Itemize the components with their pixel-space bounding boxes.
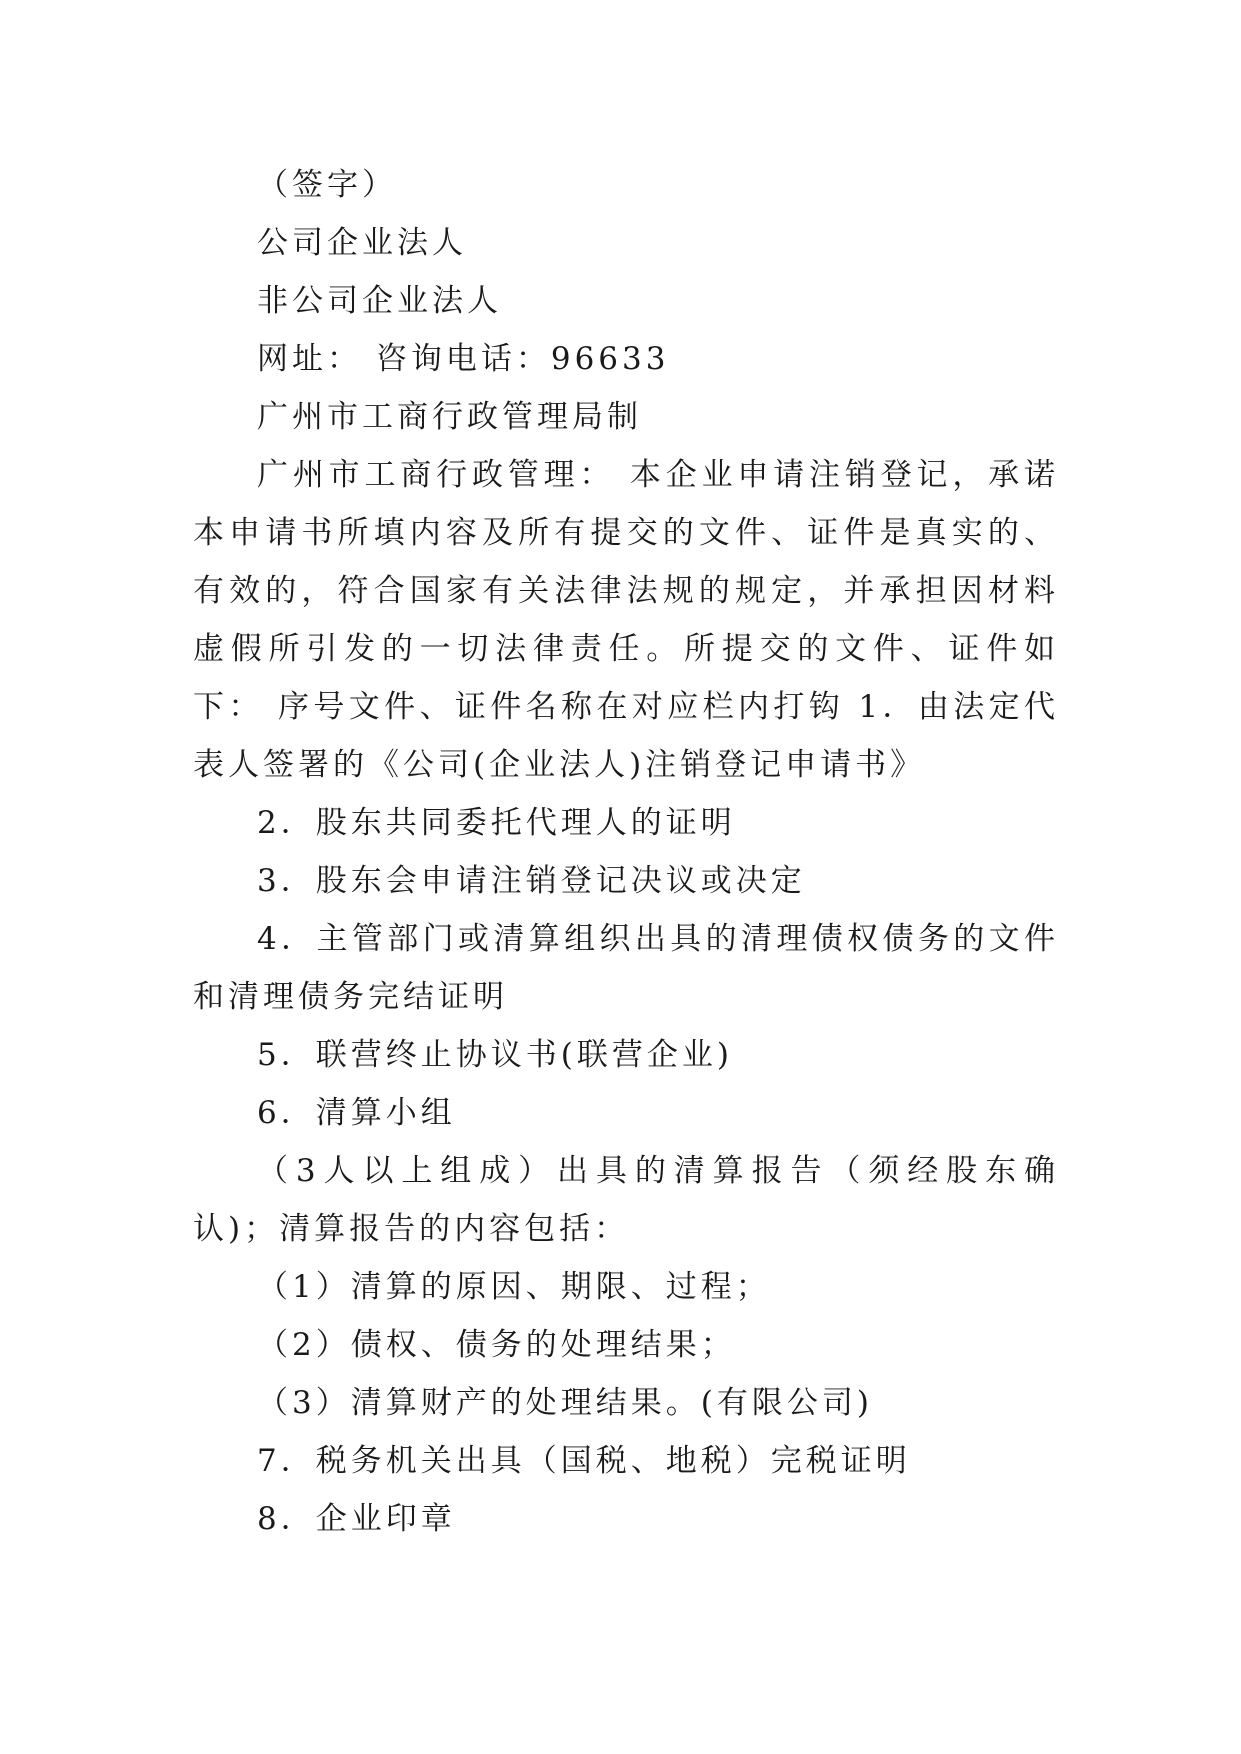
list-item-5: 5．联营终止协议书(联营企业) [257,1037,733,1073]
document-body [193,156,1059,1548]
list-item-3: 3．股东会申请注销登记决议或决定 [257,863,806,899]
list-item-6-detail: （3人以上组成）出具的清算报告（须经股东确认)；清算报告的内容包括： [193,1153,1059,1247]
signature-line: （签字） [257,167,397,203]
sub-item-1: （1）清算的原因、期限、过程； [257,1269,771,1305]
list-item-7: 7．税务机关出具（国税、地税）完税证明 [257,1443,911,1479]
sub-item-3: （3）清算财产的处理结果。(有限公司) [257,1385,873,1421]
list-item-2: 2．股东共同委托代理人的证明 [257,805,736,841]
website-phone-line: 网址： 咨询电话：96633 [257,341,670,377]
commitment-paragraph: 广州市工商行政管理： 本企业申请注销登记，承诺本申请书所填内容及所有提交的文件、证件是真实的、有效的，符合国家有关法律法规的规定，并承担因材料虚假所引发的一切法律责任。所提交的文件、证件如下： 序号文件、证件名称在对应栏内打钩 1．由法定代表人签署的《公司(企业法人)注销登记申请书》 [193,457,1059,783]
company-legal-line: 公司企业法人 [257,225,467,261]
list-item-6: 6．清算小组 [257,1095,456,1131]
noncompany-legal-line: 非公司企业法人 [257,283,502,319]
issuer-line: 广州市工商行政管理局制 [257,399,642,435]
list-item-4: 4．主管部门或清算组织出具的清理债权债务的文件和清理债务完结证明 [193,921,1059,1015]
sub-item-2: （2）债权、债务的处理结果； [257,1327,736,1363]
list-item-8: 8．企业印章 [257,1501,456,1537]
